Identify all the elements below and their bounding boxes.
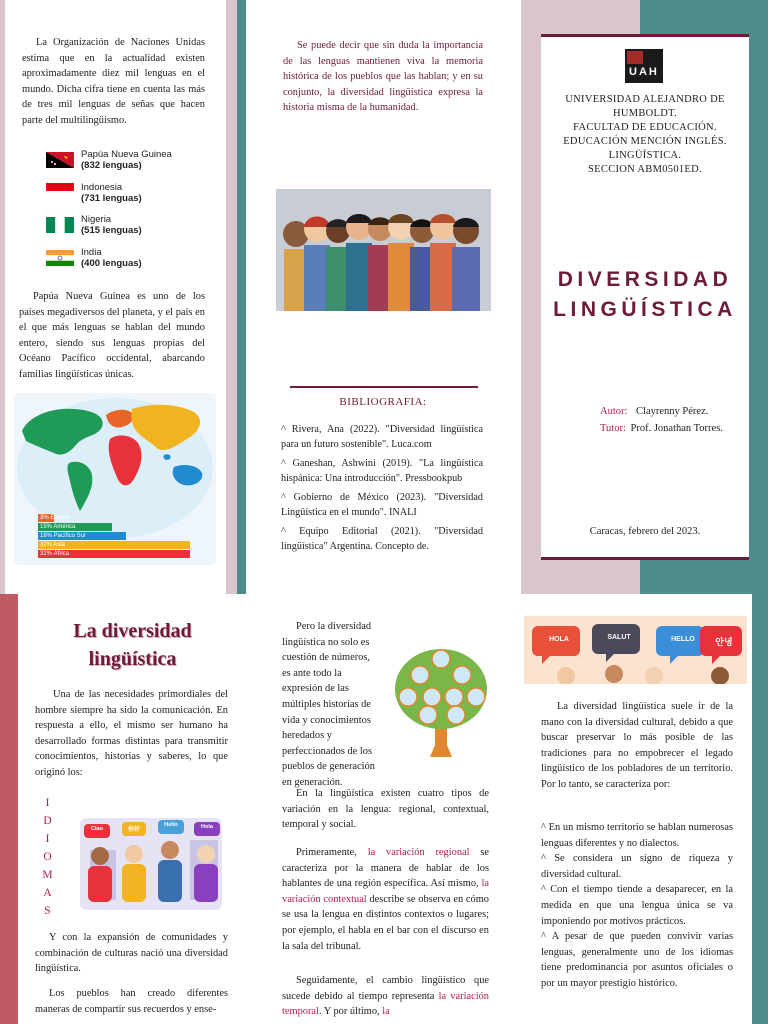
author-label: Autor:	[600, 406, 628, 417]
greeting-bubble: HELLO	[671, 636, 695, 643]
png-paragraph: Papúa Nueva Guinea es uno de los países megadiversos del planeta, y el país en el que más lenguas se hablan del mundo entero, siendo sus lenguas propias del Océano Pacífico occidental, abarcando familias lingüísticas únicas.	[19, 291, 205, 380]
list-item: ^ Se considera un signo de riqueza y diversidad cultural.	[541, 853, 733, 880]
speech-bubble: Hola	[201, 824, 213, 830]
png-flag-icon	[46, 152, 74, 168]
quote-paragraph: Se puede decir que sin duda la importancia de las lenguas mantienen viva la memoria histórica de los pueblos que las hablan; y en su conjunto, la diversidad lingüística expresa la historia misma de la humanidad.	[283, 40, 483, 114]
country-item	[81, 214, 142, 236]
decor-band-bottom-right	[752, 594, 768, 1024]
list-item: ^ En un mismo territorio se hablan numerosas lenguas diferentes y no dialectos.	[541, 822, 733, 849]
country-count: (515 lenguas)	[81, 225, 142, 236]
bibliography-list	[281, 422, 483, 558]
country-name: Papúa Nueva Guinea	[81, 149, 172, 160]
bibliography-entry: ^ Rivera, Ana (2022). "Diversidad lingüística para un futuro sostenible". Luca.com	[281, 424, 483, 450]
bibliography-entry: ^ Equipo Editorial (2021). "Diversidad lingüística" Argentina. Concepto de.	[281, 526, 483, 552]
bibliography-title: BIBLIOGRAFIA:	[339, 396, 427, 408]
bibliography-entry: ^ Ganeshan, Ashwini (2019). "La lingüística hispánica: Una introducción". Pressbookpub	[281, 458, 483, 484]
indonesia-flag-icon	[46, 183, 74, 199]
author-name: Clayrenny Pérez.	[636, 406, 709, 417]
country-item	[81, 182, 142, 204]
vertical-word-idiomas: I D I O M A S	[42, 797, 54, 917]
decor-band-mid-teal	[237, 0, 246, 594]
bibliography-entry: ^ Gobierno de México (2023). "Diversidad Lingüística en el mundo". INALI	[281, 492, 483, 518]
legend-bar: 15% América	[38, 523, 112, 531]
legend-bar: 32% Asia	[38, 541, 190, 549]
legend-bar: 32% África	[38, 550, 190, 558]
tutor-row	[600, 423, 723, 434]
temporal-paragraph: Seguidamente, el cambio lingüístico que sucede debido al tiempo representa la variación temporal. Y por último, la	[282, 975, 489, 1018]
highlight-contextual: la variación contextual	[282, 878, 489, 905]
greetings-illustration	[524, 616, 747, 684]
cover-title-line1: DIVERSIDAD	[557, 268, 733, 291]
decor-band-mid-left	[226, 0, 237, 594]
institution-line: EDUCACIÓN MENCIÓN INGLÉS.	[563, 136, 727, 147]
institution-line: LINGÜÍSTICA.	[608, 150, 682, 161]
speech-bubble: Hello	[164, 822, 178, 828]
peoples-paragraph: Los pueblos han creado diferentes maneras de compartir sus recuerdos y ense-	[35, 988, 228, 1015]
greeting-bubble: 안녕	[715, 637, 733, 647]
variation-types-paragraph: En la lingüística existen cuatro tipos de variación en la lengua: regional, contextual, temporal y social.	[282, 788, 489, 831]
institution-line: SECCION ABM0501ED.	[588, 164, 702, 175]
nigeria-flag-icon	[46, 217, 74, 233]
cover-panel	[541, 34, 749, 560]
country-count: (832 lenguas)	[81, 160, 142, 171]
country-count: (731 lenguas)	[81, 193, 142, 204]
greeting-bubble: SALUT	[607, 634, 631, 641]
cover-title	[541, 265, 749, 325]
people-talking-illustration	[70, 800, 232, 912]
cover-title-line2: LINGÜÍSTICA	[553, 298, 737, 321]
expansion-paragraph: Y con la expansión de comunidades y combinación de culturas nació una diversidad lingüística.	[35, 932, 228, 975]
india-flag-icon	[46, 250, 74, 266]
bibliography-divider	[290, 386, 478, 388]
regional-contextual-paragraph: Primeramente, la variación regional se caracteriza por la manera de hablar de los hablantes de una región específica. Así mismo, la variación contextual describe se observa en cómo se usa la lengua en distintos contextos o lugares; por ejemplo, el habla en el bar con el discurso en la sala del tribunal.	[282, 847, 489, 952]
author-row	[600, 406, 708, 417]
highlight-regional: la variación regional	[367, 847, 470, 858]
highlight-temporal: la variación temporal	[282, 990, 489, 1018]
university-logo-text: UAH	[629, 66, 659, 78]
intro-paragraph: La Organización de Naciones Unidas estima que en la actualidad existen aproximadamente diez mil lenguas en el mundo. Dicha cifra tiene en cuenta las más de tres mil lenguas de señas que hacen parte del multilingüismo.	[22, 37, 205, 126]
country-item	[81, 149, 172, 171]
decor-band-top-left	[0, 0, 5, 594]
section-title-line1: La diversidad	[73, 620, 192, 642]
characteristics-list	[541, 820, 733, 992]
country-name: India	[81, 247, 102, 258]
university-logo	[625, 49, 663, 83]
list-item: ^ Con el tiempo tiende a desaparecer, en la medida en que una lengua única se va imponiendo por motivos prácticos.	[541, 884, 733, 927]
greeting-bubble: HOLA	[549, 636, 569, 643]
culture-paragraph: La diversidad lingüística suele ir de la mano con la diversidad cultural, debido a que buscar preservar lo más posible de las tradiciones para no empobrecer el legado lingüístico de los pobladores de un territorio. Por lo tanto, se caracteriza por:	[541, 701, 733, 790]
legend-bar: 3% Europa	[40, 515, 70, 521]
speech-bubble: 你好	[127, 827, 140, 833]
stories-paragraph: Pero la diversidad lingüística no solo es cuestión de números, es ante todo la expresión de las múltiples historias de vida y conocimientos heredados y perfeccionados de los pueblos de generación en generación.	[282, 621, 375, 788]
decor-band-bottom-left	[0, 594, 18, 1024]
speech-bubble: Ciao	[91, 826, 103, 832]
family-tree-illustration	[394, 645, 489, 757]
world-map-infographic	[14, 393, 216, 565]
country-name: Indonesia	[81, 182, 123, 193]
legend-bar: 18% Pacífico Sur	[38, 532, 126, 540]
intro-paragraph: Una de las necesidades primordiales del hombre siempre ha sido la comunicación. En respuesta a ello, el mismo ser humano ha desarrollado formas distintas para transmitir conocimientos, historias y saberes, lo que originó los:	[35, 689, 228, 778]
institution-line: UNIVERSIDAD ALEJANDRO DE HUMBOLDT.	[565, 94, 725, 119]
section-title-line2: lingüística	[88, 648, 177, 670]
list-item: ^ A pesar de que pueden convivir varias lenguas, generalmente uno de los idiomas tiene predominancia por asuntos oficiales o por un mayor prestigio histórico.	[541, 931, 733, 989]
tutor-name: Prof. Jonathan Torres.	[630, 423, 723, 434]
institution-line: FACULTAD DE EDUCACIÓN.	[573, 122, 717, 133]
section-title	[30, 617, 235, 673]
country-item	[81, 247, 142, 269]
country-count: (400 lenguas)	[81, 258, 142, 269]
institution-block	[547, 93, 743, 177]
country-name: Nigeria	[81, 214, 112, 225]
map-legend	[38, 514, 190, 558]
place-date: Caracas, febrero del 2023.	[589, 526, 701, 537]
tutor-label: Tutor:	[600, 423, 626, 434]
diverse-people-illustration	[276, 189, 491, 311]
